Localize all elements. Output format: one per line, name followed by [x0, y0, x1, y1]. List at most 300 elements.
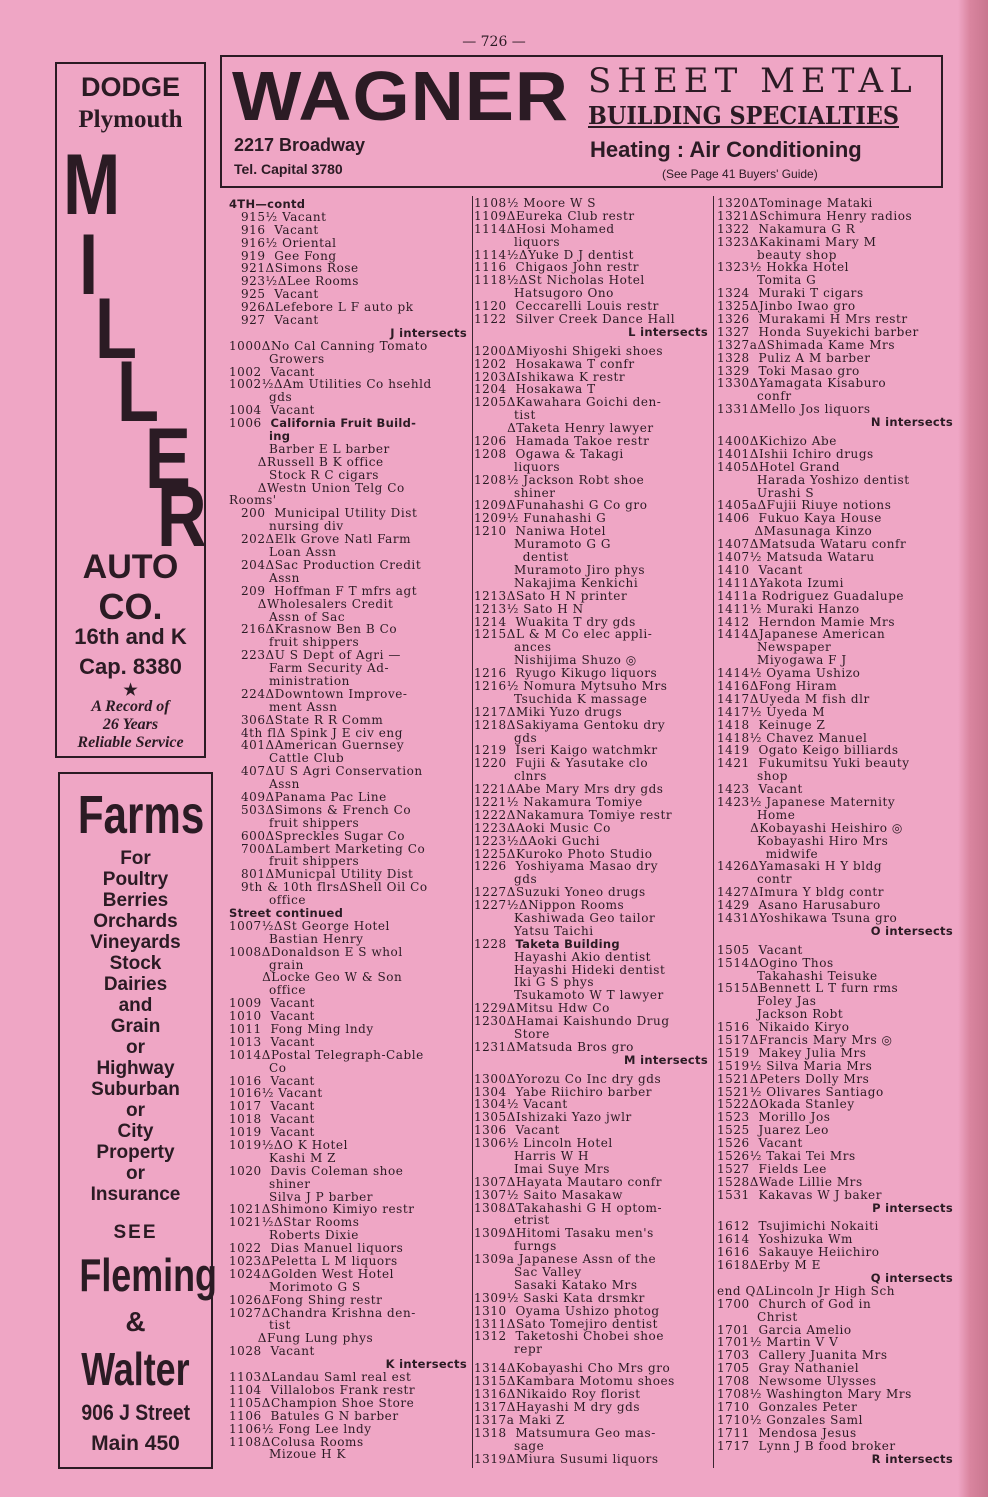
entry-continuation: Muramoto Jiro phys [514, 562, 646, 577]
directory-entry: 1423½ Japanese Maternity [717, 794, 896, 809]
directory-entry: 1414½ Oyama Ushizo [717, 666, 861, 681]
directory-entry: 1331ΔMello Jos liquors [717, 402, 871, 417]
entry-continuation: tist [514, 408, 536, 423]
directory-entry: 1531 Kakavas W J baker [717, 1187, 882, 1202]
entry-continuation: Sasaki Katako Mrs [514, 1277, 638, 1292]
directory-entry: 916½ Oriental [241, 235, 337, 250]
directory-entry [229, 430, 471, 443]
directory-entry: 1300ΔYorozu Co Inc dry gds [474, 1071, 662, 1086]
directory-entry: 1215ΔL & M Co elec appli- [474, 627, 653, 642]
entry-continuation: shiner [514, 485, 556, 500]
directory-entry: 915½ Vacant [241, 209, 327, 224]
directory-entry: 1710 Gonzales Peter [717, 1399, 858, 1414]
directory-entry: 921ΔSimons Rose [241, 261, 359, 276]
directory-entry: 1221½ Nakamura Tomiye [474, 794, 643, 809]
directory-entry: 202ΔElk Grove Natl Farm [241, 532, 412, 547]
entry-continuation: Assn [269, 570, 300, 585]
directory-entry: 1407½ Matsuda Wataru [717, 550, 875, 565]
directory-entry: 1002½ΔAm Utilities Co hsehld [229, 377, 432, 392]
directory-entry: 1014ΔPostal Telegraph-Cable [229, 1047, 424, 1062]
directory-entry: 919 Gee Fong [241, 248, 337, 263]
directory-entry: 200 Municipal Utility Dist [241, 506, 418, 521]
directory-entry: 1307½ Saito Masakaw [474, 1187, 623, 1202]
directory-entry: end QΔLincoln Jr High Sch [717, 1283, 895, 1298]
directory-entry: 1327 Honda Suyekichi barber [717, 324, 919, 339]
directory-entry: 1209½ Funahashi G [474, 511, 607, 526]
entry-continuation: gds [269, 390, 293, 405]
directory-entry: 1703 Callery Juanita Mrs [717, 1348, 888, 1363]
directory-entry: 1230ΔHamai Kaishundo Drug [474, 1014, 670, 1029]
directory-entry: 1519 Makey Julia Mrs [717, 1045, 867, 1060]
ad-address: 16th and K [74, 624, 187, 649]
directory-entry: 1229ΔMitsu Hdw Co [474, 1001, 610, 1016]
directory-entry: 1104 Villalobos Frank restr [229, 1382, 416, 1397]
ad-list-item: and [118, 995, 153, 1016]
entry-continuation: Roberts Dixie [269, 1228, 359, 1243]
directory-entry: 1109ΔEureka Club restr [474, 208, 635, 223]
ad-line1: SHEET METAL [588, 61, 918, 101]
directory-entry: 1114½ΔYuke D J dentist [474, 247, 634, 262]
ad-list-item: Poultry [102, 869, 169, 890]
entry-continuation: Urashi S [757, 485, 815, 500]
directory-entry: 1311ΔSato Tomejiro dentist [474, 1316, 659, 1331]
directory-entry: 1210 Naniwa Hotel [474, 524, 606, 539]
directory-entry: 1021ΔShimono Kimiyo restr [229, 1202, 415, 1217]
directory-entry: 1227ΔSuzuki Yoneo drugs [474, 885, 646, 900]
entry-continuation: Loan Assn [269, 545, 337, 560]
directory-entry: 926ΔLefebore L F auto pk [241, 300, 414, 315]
directory-entry: 1417ΔUyeda M fish dlr [717, 691, 870, 706]
ad-co: CO. [98, 586, 163, 627]
directory-entry: 1217ΔMiki Yuzo drugs [474, 704, 623, 719]
directory-entry: 1206 Hamada Takoe restr [474, 434, 650, 449]
directory-entry: 1213½ Sato H N [474, 601, 584, 616]
directory-entry: 1522ΔOkada Stanley [717, 1097, 855, 1112]
ad-line2: BUILDING SPECIALTIES [588, 101, 899, 130]
ad-list-item: Stock [109, 953, 162, 974]
directory-entry: 1505 Vacant [717, 942, 803, 957]
directory-entry: 1120 Ceccarelli Louis restr [474, 299, 659, 314]
entry-continuation: Kobayashi Hiro Mrs [757, 833, 889, 848]
ad-title: Farms [77, 785, 205, 845]
directory-entry: 1521ΔPeters Dolly Mrs [717, 1071, 870, 1086]
directory-entry: 1018 Vacant [229, 1112, 315, 1127]
directory-entry: 1708 Newsome Ulysses [717, 1374, 877, 1389]
entry-continuation: Miyogawa F J [757, 653, 847, 668]
directory-entry: 306ΔState R R Comm [241, 712, 384, 727]
directory-entry: 801ΔMunicpal Utility Dist [241, 867, 414, 882]
street-number: 1228 [474, 936, 516, 951]
directory-entry: 1020 Davis Coleman shoe [229, 1163, 404, 1178]
entry-continuation: gds [514, 872, 538, 887]
directory-entry: 1008ΔDonaldson E S whol [229, 944, 403, 959]
directory-entry: 1514ΔOgino Thos [717, 955, 834, 970]
directory-entry: 1114ΔHosi Mohamed [474, 221, 615, 236]
intersection-marker: J intersects [390, 325, 467, 340]
directory-entry: 1411a Rodriguez Guadalupe [717, 588, 905, 603]
directory-entry [474, 938, 712, 951]
directory-entry: 1205ΔKawahara Goichi den- [474, 395, 662, 410]
directory-entry: 700ΔLambert Marketing Co [241, 841, 426, 856]
directory-entry: 1223½ΔAoki Guchi [474, 833, 601, 848]
directory-entry: ΔWestn Union Telg Co [249, 480, 405, 495]
directory-entry: 1023ΔPeletta L M liquors [229, 1254, 398, 1269]
directory-entry: 1516 Nikaido Kiryo [717, 1020, 850, 1035]
directory-entry: 1306½ Lincoln Hotel [474, 1136, 613, 1151]
entry-continuation: repr [514, 1342, 543, 1357]
directory-entry: 1106½ Fong Lee lndy [229, 1421, 372, 1436]
column-divider [713, 196, 714, 1468]
entry-continuation: Harada Yoshizo dentist [757, 472, 910, 487]
directory-entry: 1004 Vacant [229, 403, 315, 418]
ad-list-item: Grain [110, 1016, 161, 1037]
ad-list-item: City [117, 1121, 154, 1142]
directory-entry: 503ΔSimons & French Co [241, 802, 412, 817]
ad-letter: M [63, 137, 121, 233]
entry-continuation: Assn of Sac [269, 609, 346, 624]
entry-continuation: shop [757, 769, 788, 784]
directory-entry: 1011 Fong Ming lndy [229, 1022, 374, 1036]
directory-entry: 1405ΔHotel Grand [717, 459, 841, 474]
entry-continuation: Christ [757, 1309, 798, 1324]
directory-entry: 1309a Japanese Assn of the [474, 1252, 657, 1267]
ad-line3: Heating : Air Conditioning [590, 137, 862, 162]
directory-entry: 1306 Vacant [474, 1123, 560, 1138]
entry-continuation: Iki G S phys [514, 975, 595, 990]
directory-entry: 1329 Toki Masao gro [717, 363, 860, 378]
directory-entry: 1106 Batules G N barber [229, 1408, 399, 1423]
directory-entry: ΔFung Lung phys [249, 1331, 374, 1346]
directory-entry: 1323½ Hokka Hotel [717, 260, 849, 275]
entry-continuation: ministration [269, 673, 350, 688]
ad-name: Fleming [79, 1249, 217, 1301]
entry-continuation: Hayashi Akio dentist [514, 949, 652, 964]
directory-entry: 1016 Vacant [229, 1073, 315, 1088]
directory-entry: 1118½ΔSt Nicholas Hotel [474, 273, 645, 288]
entry-continuation: Store [514, 1027, 550, 1041]
ad-letter: R [157, 469, 207, 565]
directory-entry: 1108½ Moore W S [474, 196, 596, 210]
directory-entry: 1700 Church of God in [717, 1296, 872, 1311]
ad-amp: & [125, 1306, 146, 1337]
entry-continuation: Kashi M Z [269, 1150, 337, 1165]
directory-entry: 1312 Taketoshi Chobei shoe [474, 1329, 664, 1344]
entry-continuation: Assn [269, 777, 300, 792]
directory-column-2 [474, 197, 712, 1465]
directory-entry: 1105ΔChampion Shoe Store [229, 1395, 415, 1410]
directory-entry: 1308ΔTakahashi G H optom- [474, 1200, 663, 1215]
directory-entry: 1429 Asano Harusaburo [717, 898, 881, 913]
entry-continuation: Tsukamoto W T lawyer [514, 988, 664, 1003]
directory-entry: 1411½ Muraki Hanzo [717, 601, 860, 616]
ad-list-item: or [126, 1037, 145, 1058]
directory-entry: 1314ΔKobayashi Cho Mrs gro [474, 1361, 671, 1376]
directory-entry: 1327aΔShimada Kame Mrs [717, 337, 896, 352]
directory-entry: 1407ΔMatsuda Wataru confr [717, 537, 907, 552]
directory-entry: 1708½ Washington Mary Mrs [717, 1387, 912, 1402]
directory-entry: 1701½ Martin V V [717, 1335, 839, 1350]
directory-entry: Rooms' [229, 493, 277, 508]
directory-entry: 1027ΔChandra Krishna den- [229, 1305, 416, 1320]
directory-entry: 1418 Keinuge Z [717, 717, 826, 732]
entry-continuation: furngs [514, 1239, 557, 1254]
directory-entry: 1318 Matsumura Geo mas- [474, 1425, 656, 1440]
directory-entry: 204ΔSac Production Credit [241, 557, 422, 572]
directory-entry: 1202 Hosakawa T confr [474, 356, 635, 371]
entry-continuation: fruit shippers [269, 854, 360, 869]
entry-continuation: liquors [514, 459, 561, 474]
building-name: California Fruit Build- [270, 416, 417, 431]
directory-entry: 1007½ΔSt George Hotel [229, 918, 390, 933]
directory-entry: 1026ΔFong Shing restr [229, 1292, 383, 1307]
entry-continuation: Mizoue H K [269, 1447, 347, 1462]
directory-entry: 407ΔU S Agri Conservation [241, 764, 423, 779]
directory-entry: 1417½ Uyeda M [717, 704, 826, 719]
directory-entry: 1216 Ryugo Kikugo liquors [474, 666, 658, 681]
directory-entry: 1222ΔNakamura Tomiye restr [474, 807, 673, 822]
entry-continuation: liquors [514, 234, 561, 249]
directory-entry: 1528ΔWade Lillie Mrs [717, 1174, 863, 1189]
intersection-marker: Q intersects [870, 1271, 953, 1286]
directory-entry: 1000ΔNo Cal Canning Tomato [229, 338, 428, 353]
entry-continuation: Tsuchida K massage [514, 691, 648, 706]
directory-entry: 1330ΔYamagata Kisaburo [717, 376, 887, 391]
directory-entry: 1227½ΔNippon Rooms [474, 898, 625, 913]
star-icon: ★ [123, 682, 138, 699]
directory-entry: 1200ΔMiyoshi Shigeki shoes [474, 343, 664, 358]
directory-entry: 1019 Vacant [229, 1125, 315, 1140]
directory-entry: 1208 Ogawa & Takagi [474, 446, 624, 461]
ad-model: Plymouth [78, 106, 183, 133]
directory-entry: 1401ΔIshii Ichiro drugs [717, 446, 874, 461]
ad-address: 906 J Street [81, 1400, 190, 1425]
directory-entry: 1316ΔNikaido Roy florist [474, 1387, 641, 1402]
directory-entry: 1515ΔBennett L T furn rms [717, 981, 899, 996]
directory-entry: 1024ΔGolden West Hotel [229, 1266, 394, 1281]
intersection-marker: R intersects [871, 1451, 953, 1466]
entry-continuation: Newspaper [757, 640, 832, 655]
directory-column-1 [229, 198, 471, 1461]
directory-entry: 1325ΔJinbo Iwao gro [717, 299, 856, 314]
directory-entry [229, 417, 471, 430]
page-edge-shadow [958, 0, 988, 1497]
ad-letter: I [79, 217, 99, 313]
directory-entry: 1419 Ogato Keigo billiards [717, 743, 899, 758]
entry-continuation: nursing div [269, 519, 344, 534]
fleming-walter-ad [58, 772, 217, 1469]
directory-entry: 1517ΔFrancis Mary Mrs ◎ [717, 1033, 893, 1047]
directory-entry: 1411ΔYakota Izumi [717, 575, 844, 590]
directory-entry: 1307ΔHayata Mautaro confr [474, 1174, 663, 1189]
entry-continuation: Co [269, 1060, 287, 1075]
entry-continuation: Imai Suye Mrs [514, 1161, 610, 1176]
directory-entry: 1225ΔKuroko Photo Studio [474, 846, 653, 861]
entry-continuation: Silva J P barber [269, 1189, 374, 1204]
entry-continuation: tist [269, 1318, 291, 1333]
entry-continuation: Morimoto G S [269, 1279, 361, 1294]
entry-continuation: Hatsugoro Ono [514, 286, 614, 301]
entry-continuation: Muramoto G G [514, 537, 611, 552]
entry-continuation: fruit shippers [269, 815, 360, 830]
ad-list-item: Dairies [103, 974, 168, 995]
ad-list-item: Suburban [91, 1079, 180, 1100]
entry-continuation: Sac Valley [514, 1265, 582, 1280]
ad-tagline: Reliable Service [77, 734, 184, 751]
entry-continuation: ances [514, 640, 552, 655]
entry-continuation: Stock R C cigars [269, 467, 380, 482]
directory-entry: 1324 Muraki T cigars [717, 286, 864, 301]
directory-entry: 1320ΔTominage Mataki [717, 196, 873, 210]
directory-entry: 401ΔAmerican Guernsey [241, 738, 405, 753]
column-divider [472, 196, 473, 1468]
directory-entry: 1616 Sakauye Heiichiro [717, 1245, 880, 1260]
directory-entry: 1526 Vacant [717, 1136, 803, 1151]
ad-list-item: or [126, 1163, 145, 1184]
directory-entry: 1010 Vacant [229, 1009, 315, 1024]
directory-entry: 927 Vacant [241, 313, 319, 328]
directory-entry: 1400ΔKichizo Abe [717, 434, 837, 449]
entry-continuation: Kashiwada Geo tailor [514, 910, 656, 925]
directory-entry: 1317a Maki Z [474, 1412, 565, 1427]
directory-entry: 1013 Vacant [229, 1034, 315, 1049]
street-number: 1006 [229, 416, 271, 431]
intersection-marker: P intersects [872, 1200, 953, 1215]
directory-entry: 600ΔSpreckles Sugar Co [241, 828, 406, 843]
directory-entry: 1431ΔYoshikawa Tsuna gro [717, 910, 898, 925]
ad-tagline: 26 Years [102, 716, 159, 733]
entry-continuation: fruit shippers [269, 635, 360, 650]
entry-continuation: shiner [269, 1176, 311, 1191]
directory-entry: ΔRussell B K office [249, 454, 384, 469]
directory-entry: 1321ΔSchimura Henry radios [717, 208, 913, 223]
directory-entry: 1705 Gray Nathaniel [717, 1361, 860, 1376]
entry-continuation: Nakajima Kenkichi [514, 575, 639, 590]
building-name: Taketa Building [515, 936, 620, 951]
directory-entry: 1009 Vacant [229, 996, 315, 1011]
directory-entry: 1203ΔIshikawa K restr [474, 369, 626, 384]
entry-continuation: office [269, 983, 307, 998]
entry-continuation: Farm Security Ad- [269, 661, 390, 676]
directory-entry: 1108ΔColusa Rooms [229, 1434, 364, 1449]
ad-list-item: Property [96, 1142, 175, 1163]
ad-phone: Main 450 [91, 1432, 180, 1455]
directory-entry: 223ΔU S Dept of Agri — [241, 648, 401, 663]
directory-entry: 209 Hoffman F T mfrs agt [241, 583, 418, 598]
entry-continuation: contr [757, 872, 792, 887]
ad-list-item: Berries [102, 890, 169, 911]
directory-entry: 1519½ Silva Maria Mrs [717, 1058, 873, 1073]
ad-list-item: Vineyards [90, 932, 181, 953]
directory-entry: 1523 Morillo Jos [717, 1110, 831, 1125]
entry-continuation: Foley Jas [757, 994, 817, 1009]
intersection-marker: O intersects [870, 923, 953, 938]
section-heading: Street continued [229, 905, 344, 920]
directory-entry: 1416ΔFong Hiram [717, 678, 838, 693]
directory-entry: 1221ΔAbe Mary Mrs dry gds [474, 782, 664, 797]
directory-entry: 1322 Nakamura G R [717, 221, 856, 236]
intersection-marker: N intersects [870, 415, 953, 430]
directory-entry: 1317ΔHayashi M dry gds [474, 1399, 641, 1414]
directory-entry: 1614 Yoshizuka Wm [717, 1232, 853, 1247]
directory-entry: 1220 Fujii & Yasutake clo [474, 756, 649, 771]
directory-entry: 916 Vacant [241, 222, 319, 237]
directory-entry: 1328 Puliz A M barber [717, 350, 871, 365]
entry-continuation: Jackson Robt [757, 1007, 844, 1022]
directory-entry: 409ΔPanama Pac Line [241, 789, 387, 804]
ad-list-item: For [120, 848, 151, 869]
entry-continuation: grain [269, 957, 304, 972]
intersection-marker: L intersects [628, 324, 708, 339]
ad-tagline: A Record of [91, 698, 170, 715]
directory-entry: 224ΔDowntown Improve- [241, 686, 408, 701]
entry-continuation: confr [757, 389, 792, 404]
entry-continuation: Yatsu Taichi [514, 923, 594, 938]
directory-entry: 1022 Dias Manuel liquors [229, 1241, 404, 1256]
directory-entry: 1223ΔAoki Music Co [474, 820, 611, 835]
directory-entry: 1304½ Vacant [474, 1097, 568, 1112]
directory-entry: 1421 Fukumitsu Yuki beauty [717, 756, 910, 771]
entry-continuation: Barber E L barber [269, 441, 390, 456]
intersection-marker: M intersects [624, 1052, 708, 1067]
directory-entry: 1122 Silver Creek Dance Hall [474, 312, 676, 327]
directory-entry: 1016½ Vacant [229, 1086, 323, 1101]
directory-entry: ΔTaketa Henry lawyer [494, 421, 654, 436]
directory-entry: 1717 Lynn J B food broker [717, 1438, 896, 1453]
section-heading: 4TH—contd [229, 197, 306, 211]
directory-entry: 1103ΔLandau Saml real est [229, 1370, 412, 1385]
directory-entry: 1208½ Jackson Robt shoe [474, 472, 645, 487]
ad-name: Walter [81, 1343, 190, 1395]
directory-entry: 1309½ Saski Kata drsmkr [474, 1290, 645, 1305]
directory-entry: 1304 Yabe Riichiro barber [474, 1084, 653, 1099]
directory-entry: 1216½ Nomura Mytsuho Mrs [474, 678, 668, 693]
directory-entry: 1315ΔKambara Motomu shoes [474, 1374, 675, 1389]
directory-entry: 923½ΔLee Rooms [241, 274, 359, 289]
directory-entry: 1414ΔJapanese American [717, 627, 886, 642]
entry-continuation: Growers [269, 351, 325, 366]
ad-letter: E [145, 411, 191, 507]
directory-entry: 1028 Vacant [229, 1344, 315, 1359]
directory-entry: 1226 Yoshiyama Masao dry [474, 859, 659, 874]
directory-entry: ΔMasunaga Kinzo [737, 524, 873, 539]
wagner-header-ad [220, 55, 943, 188]
entry-continuation: Home [757, 807, 796, 822]
directory-entry: 1218ΔSakiyama Gentoku dry [474, 717, 666, 732]
entry-continuation: Harris W H [514, 1149, 590, 1164]
ad-company: WAGNER [232, 57, 570, 135]
entry-continuation: Hayashi Hideki dentist [514, 962, 666, 977]
directory-entry: 1711 Mendosa Jesus [717, 1425, 857, 1440]
entry-continuation: midwife [757, 846, 819, 861]
directory-entry: 925 Vacant [241, 287, 319, 302]
ad-address: 2217 Broadway [234, 135, 366, 155]
directory-entry: 1209ΔFunahashi G Co gro [474, 498, 648, 513]
directory-entry: 1213ΔSato H N printer [474, 588, 628, 603]
directory-entry: 1521½ Olivares Santiago [717, 1084, 884, 1099]
directory-entry: 1116 Chigaos John restr [474, 260, 640, 275]
entry-continuation: clnrs [514, 769, 547, 784]
entry-continuation: Takahashi Teisuke [757, 968, 878, 983]
directory-entry: 1525 Juarez Leo [717, 1123, 829, 1138]
directory-entry: 1427ΔImura Y bldg contr [717, 885, 885, 900]
directory-entry: 9th & 10th flrsΔShell Oil Co [241, 880, 428, 895]
directory-entry: 1019½ΔO K Hotel [229, 1138, 348, 1153]
entry-continuation: beauty shop [757, 247, 837, 262]
miller-auto-ad [55, 62, 206, 758]
ad-see: SEE [113, 1222, 158, 1243]
ad-note: (See Page 41 Buyers' Guide) [662, 167, 818, 181]
directory-entry: 1405aΔFujii Riuye notions [717, 498, 892, 513]
